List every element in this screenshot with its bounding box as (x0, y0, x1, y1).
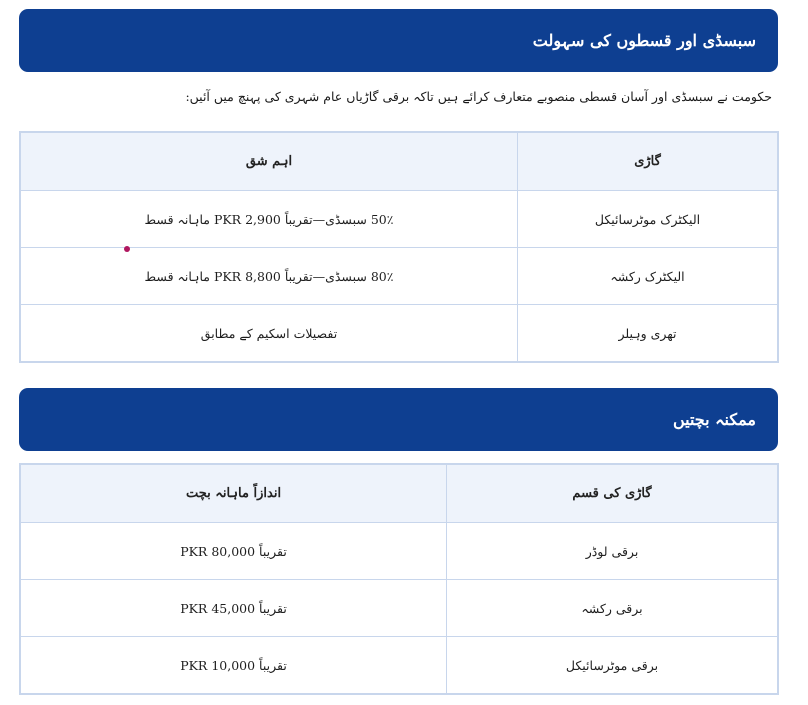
table-row (21, 637, 778, 694)
column-header-vehicle-type: گاڑی کی قسم (447, 465, 778, 523)
table-row (21, 580, 778, 637)
savings-cell: تقریباً PKR 80,000 (21, 523, 447, 580)
savings-cell: تقریباً PKR 10,000 (21, 637, 447, 694)
table-row (21, 191, 778, 248)
vehicle-cell: تھری وہیلر (518, 305, 778, 362)
clause-cell: 50٪ سبسڈی—تقریباً PKR 2,900 ماہانہ قسط (21, 191, 518, 248)
column-header-vehicle: گاڑی (518, 133, 778, 191)
savings-cell: تقریباً PKR 45,000 (21, 580, 447, 637)
section-banner-savings (19, 388, 778, 451)
section-title-subsidy: سبسڈی اور قسطوں کی سہولت (532, 31, 756, 50)
vehicle-type-cell: برقی رکشہ (447, 580, 778, 637)
table-header-row (21, 465, 778, 523)
column-header-monthly-savings: اندازاً ماہانہ بچت (21, 465, 447, 523)
table-row (21, 305, 778, 362)
vehicle-type-cell: برقی لوڈر (447, 523, 778, 580)
table-header-row (21, 133, 778, 191)
savings-table (20, 464, 778, 694)
clause-cell: تفصیلات اسکیم کے مطابق (21, 305, 518, 362)
column-header-key-clause: اہم شق (21, 133, 518, 191)
table-row (21, 523, 778, 580)
subsidy-table (20, 132, 778, 362)
vehicle-type-cell: برقی موٹرسائیکل (447, 637, 778, 694)
clause-cell: 80٪ سبسڈی—تقریباً PKR 8,800 ماہانہ قسط (21, 248, 518, 305)
marker-dot (124, 246, 130, 252)
table-row (21, 248, 778, 305)
section-title-savings: ممکنہ بچتیں (672, 410, 756, 429)
section-banner-subsidy (19, 9, 778, 72)
vehicle-cell: الیکٹرک رکشہ (518, 248, 778, 305)
vehicle-cell: الیکٹرک موٹرسائیکل (518, 191, 778, 248)
intro-paragraph: حکومت نے سبسڈی اور آسان قسطی منصوبے متعارف کرائے ہیں تاکہ برقی گاڑیاں عام شہری کی پہنچ میں آئیں: (185, 89, 772, 104)
